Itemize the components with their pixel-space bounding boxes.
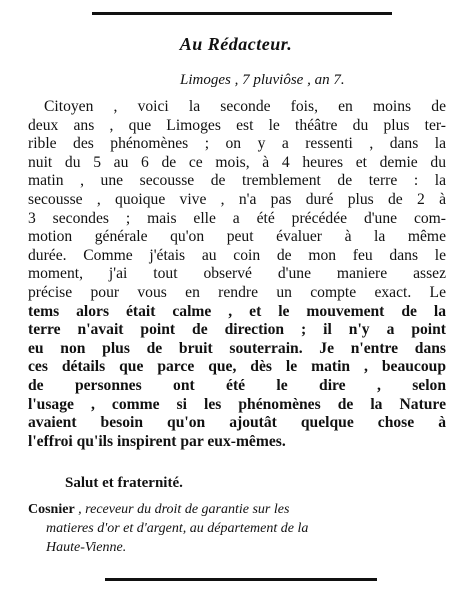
top-rule xyxy=(92,12,392,15)
body-line: secousse , quoique vive , n'a pas duré plus de 2 à xyxy=(28,190,446,208)
author-title-line2: matieres d'or et d'argent, au département de la xyxy=(46,521,309,536)
page-heading: Au Rédacteur. xyxy=(179,34,293,54)
body-line: tems alors était calme , et le mouvement de la xyxy=(28,302,446,320)
author-name: Cosnier xyxy=(28,502,75,517)
bottom-rule xyxy=(105,578,377,581)
dateline: Limoges , 7 pluviôse , an 7. xyxy=(180,72,345,88)
body-line: l'effroi qu'ils inspirent par eux-mêmes. xyxy=(28,432,286,450)
body-line: 3 secondes ; mais elle a été précédée d'une com- xyxy=(28,209,446,227)
body-line: deux ans , que Limoges est le théâtre du plus ter- xyxy=(28,116,446,134)
author-title: , receveur du droit de garantie sur les xyxy=(78,502,290,517)
body-line: eu non plus de bruit souterrain. Je n'entre dans xyxy=(28,339,446,357)
body-line: motion générale qu'on peut évaluer à la même xyxy=(28,228,446,246)
body-line: de personnes ont été le dire , selon xyxy=(28,376,446,394)
body-line: matin , une secousse de tremblement de terre : la xyxy=(28,172,446,190)
body-line: terre n'avait point de direction ; il n'y a point xyxy=(28,321,446,339)
signature-line: Salut et fraternité. xyxy=(65,475,183,491)
body-line: avaient besoin qu'on ajoutât quelque chose à xyxy=(28,414,446,432)
body-line: Citoyen , voici la seconde fois, en moins de xyxy=(44,98,446,115)
author-location: Haute-Vienne. xyxy=(46,540,127,555)
body-line: rible des phénomènes ; on y a ressenti , dans la xyxy=(28,135,446,153)
body-line: ces détails que parce que, dès le matin , beaucoup xyxy=(28,358,446,376)
body-line: moment, j'ai tout observé d'une maniere assez xyxy=(28,265,446,283)
body-line: nuit du 5 au 6 de ce mois, à 4 heures et demie du xyxy=(28,153,446,171)
letter-body xyxy=(28,98,446,451)
author-footer xyxy=(28,500,446,557)
body-line: durée. Comme j'étais au coin de mon feu dans le xyxy=(28,246,446,264)
body-line: précise pour vous en rendre un compte exact. Le xyxy=(28,283,446,301)
body-line: l'usage , comme si les phénomènes de la Nature xyxy=(28,395,446,413)
